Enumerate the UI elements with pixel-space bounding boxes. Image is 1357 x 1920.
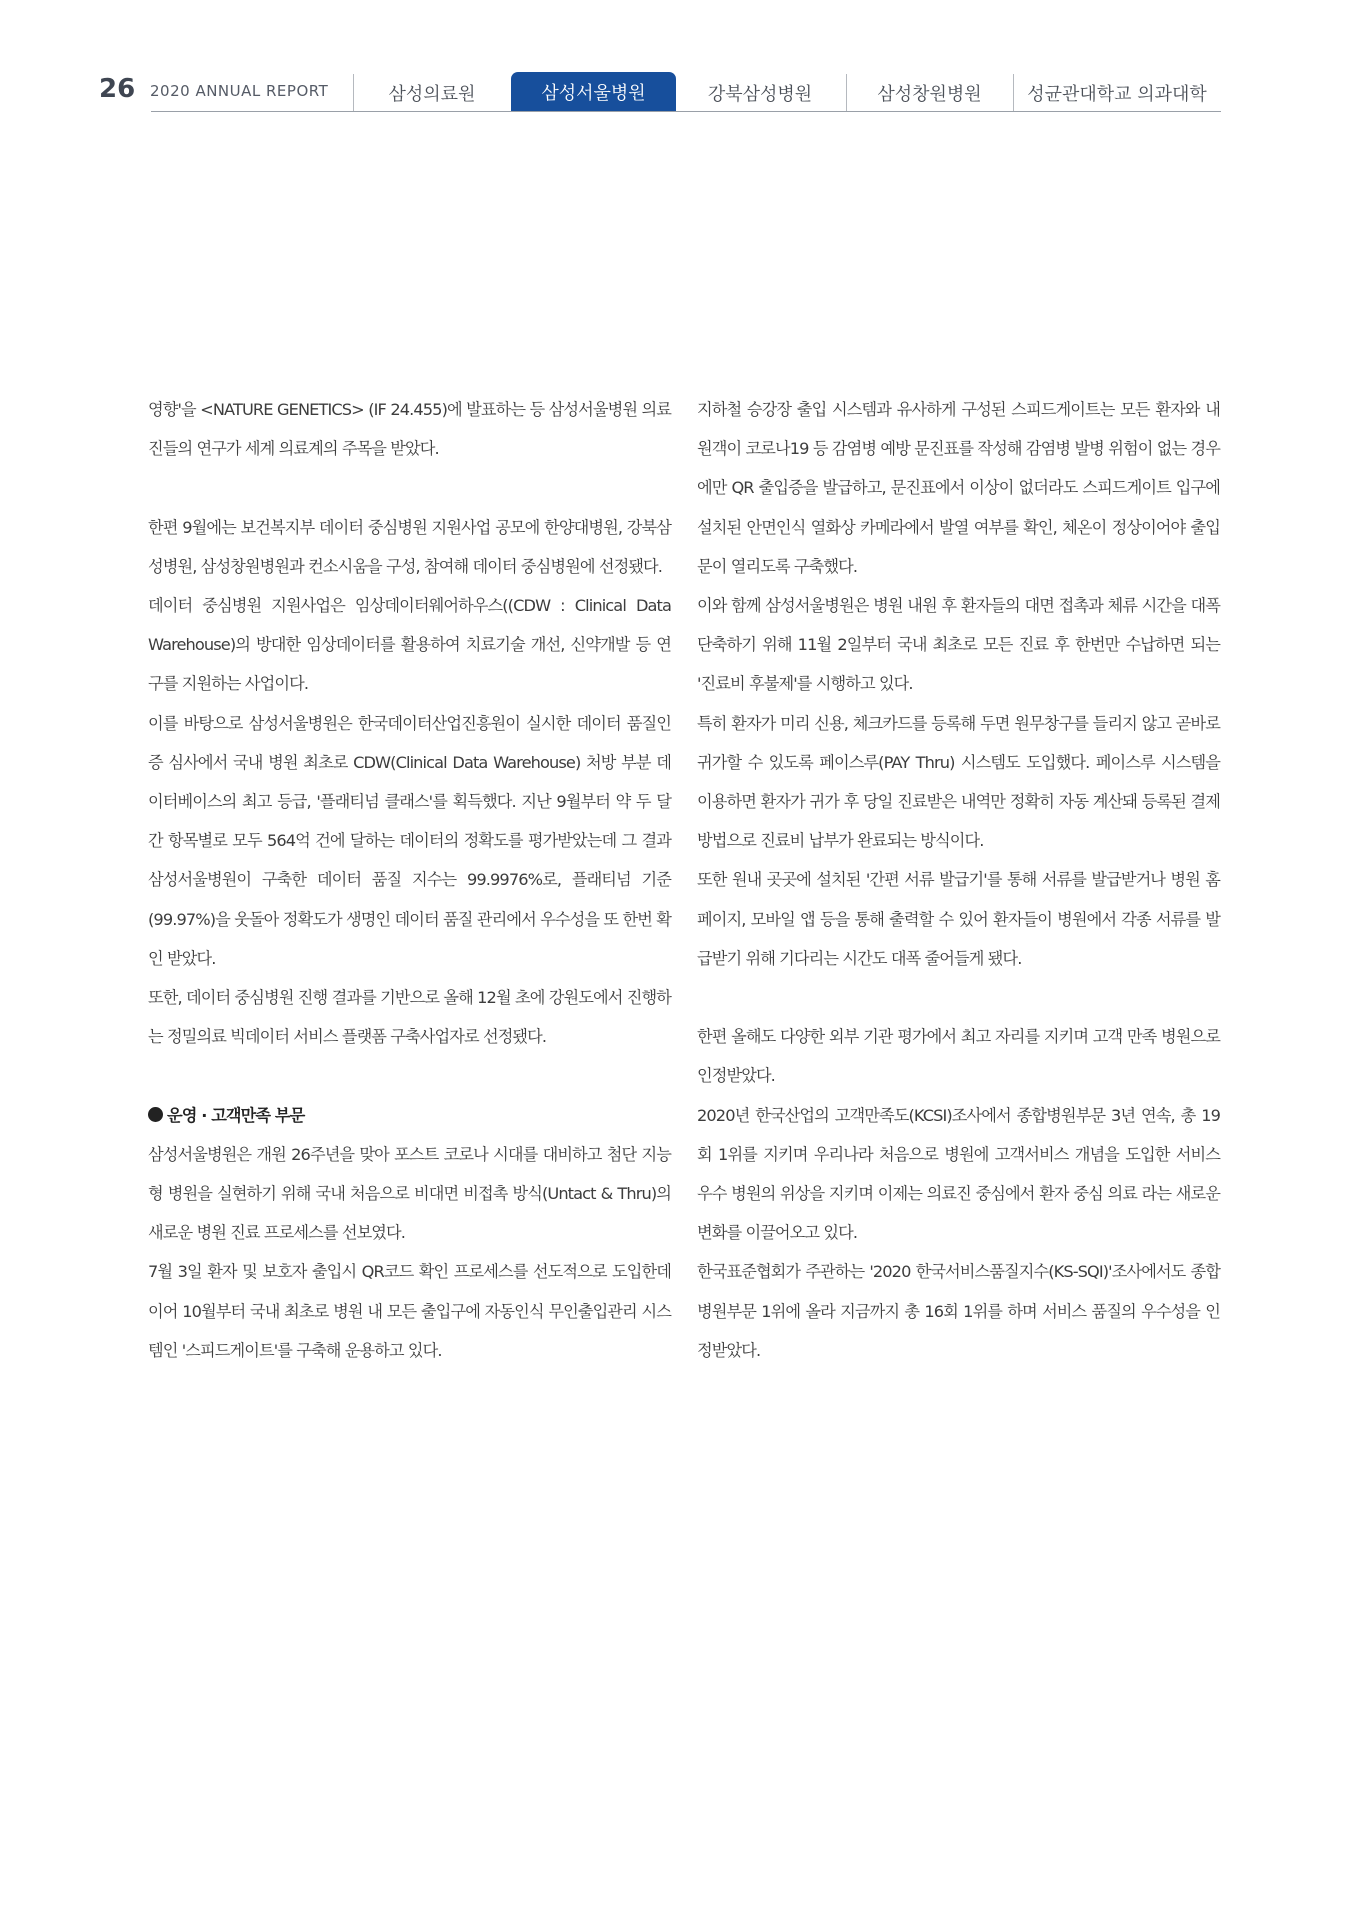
section-heading [148, 1096, 671, 1135]
paragraph: 한국표준협회가 주관하는 '2020 한국서비스품질지수(KS-SQI)'조사에서도 종합병원부문 1위에 올라 지금까지 총 16회 1위를 하며 서비스 품질의 우수성을 인정받았다. [697, 1262, 1220, 1360]
bullet-icon [148, 1107, 163, 1122]
paragraph: 또한, 데이터 중심병원 진행 결과를 기반으로 올해 12월 초에 강원도에서 진행하는 정밀의료 빅데이터 서비스 플랫폼 구축사업자로 선정됐다. [148, 988, 671, 1047]
paragraph: 삼성서울병원은 개원 26주년을 맞아 포스트 코로나 시대를 대비하고 첨단 지능형 병원을 실현하기 위해 국내 처음으로 비대면 비접촉 방식(Untact & Thru)의 새로운 병원 진료 프로세스를 선보였다. [148, 1144, 671, 1243]
tab-samsung-seoul-hospital[interactable]: 삼성서울병원 [511, 72, 676, 111]
header-rule [151, 111, 1221, 112]
left-column [148, 390, 671, 1370]
page-header [0, 0, 1357, 115]
paragraph: 2020년 한국산업의 고객만족도(KCSI)조사에서 종합병원부문 3년 연속, 총 19회 1위를 지키며 우리나라 처음으로 병원에 고객서비스 개념을 도입한 서비스 우수 병원의 위상을 지키며 이제는 의료진 중심에서 환자 중심 의료 라는 새로운 변화를 이끌어오고 있다. [697, 1105, 1220, 1243]
tab-kangbuk-samsung-hospital[interactable]: 강북삼성병원 [707, 83, 813, 105]
right-column [697, 390, 1220, 1370]
page-number: 26 [99, 74, 136, 104]
paragraph: 7월 3일 환자 및 보호자 출입시 QR코드 확인 프로세스를 선도적으로 도입한데 이어 10월부터 국내 최초로 병원 내 모든 출입구에 자동인식 무인출입관리 시스템인 '스피드게이트'를 구축해 운용하고 있다. [148, 1262, 671, 1360]
paragraph: 한편 9월에는 보건복지부 데이터 중심병원 지원사업 공모에 한양대병원, 강북삼성병원, 삼성창원병원과 컨소시움을 구성, 참여해 데이터 중심병원에 선정됐다. [148, 517, 671, 576]
paragraph: 이를 바탕으로 삼성서울병원은 한국데이터산업진흥원이 실시한 데이터 품질인증 심사에서 국내 병원 최초로 CDW(Clinical Data Warehouse) 처방 부분 데이터베이스의 최고 등급, '플래티넘 클래스'를 획득했다. 지난 9월부터 약 두 달 간 항목별로 모두 564억 건에 달하는 데이터의 정확도를 평가받았는데 그 결과 삼성서울병원이 구축한 데이터 품질 지수는 99.9976%로, 플래티넘 기준(99.97%)을 웃돌아 정확도가 생명인 데이터 품질 관리에서 우수성을 또 한번 확인 받았다. [148, 713, 671, 968]
paragraph: 지하철 승강장 출입 시스템과 유사하게 구성된 스피드게이트는 모든 환자와 내원객이 코로나19 등 감염병 예방 문진표를 작성해 감염병 발병 위험이 없는 경우에만 QR 출입증을 발급하고, 문진표에서 이상이 없더라도 스피드게이트 입구에 설치된 안면인식 열화상 카메라에서 발열 여부를 확인, 체온이 정상이어야 출입문이 열리도록 구축했다. [697, 400, 1220, 576]
paragraph: 또한 원내 곳곳에 설치된 '간편 서류 발급기'를 통해 서류를 발급받거나 병원 홈페이지, 모바일 앱 등을 통해 출력할 수 있어 환자들이 병원에서 각종 서류를 발급받기 위해 기다리는 시간도 대폭 줄어들게 됐다. [697, 870, 1220, 968]
report-label: 2020 ANNUAL REPORT [150, 82, 329, 100]
section-heading-text: 운영 · 고객만족 부문 [167, 1105, 305, 1125]
tab-samsung-changwon-hospital[interactable]: 삼성창원병원 [877, 83, 982, 105]
tab-skku-medical-school[interactable]: 성균관대학교 의과대학 [1027, 83, 1207, 105]
paragraph: 한편 올해도 다양한 외부 기관 평가에서 최고 자리를 지키며 고객 만족 병원으로 인정받았다. [697, 1027, 1220, 1086]
paragraph: 데이터 중심병원 지원사업은 임상데이터웨어하우스((CDW : Clinical Data Warehouse)의 방대한 임상데이터를 활용하여 치료기술 개선, 신약개발 등 연구를 지원하는 사업이다. [148, 596, 671, 694]
paragraph: 이와 함께 삼성서울병원은 병원 내원 후 환자들의 대면 접촉과 체류 시간을 대폭 단축하기 위해 11월 2일부터 국내 최초로 모든 진료 후 한번만 수납하면 되는 '진료비 후불제'를 시행하고 있다. [697, 596, 1220, 694]
paragraph: 영향'을 <NATURE GENETICS> (IF 24.455)에 발표하는 등 삼성서울병원 의료진들의 연구가 세계 의료계의 주목을 받았다. [148, 400, 671, 459]
paragraph: 특히 환자가 미리 신용, 체크카드를 등록해 두면 원무창구를 들리지 않고 곧바로 귀가할 수 있도록 페이스루(PAY Thru) 시스템도 도입했다. 페이스루 시스템을 이용하면 환자가 귀가 후 당일 진료받은 내역만 정확히 자동 계산돼 등록된 결제방법으로 진료비 납부가 완료되는 방식이다. [697, 713, 1220, 851]
tab-samsung-medical-center[interactable]: 삼성의료원 [388, 83, 476, 105]
